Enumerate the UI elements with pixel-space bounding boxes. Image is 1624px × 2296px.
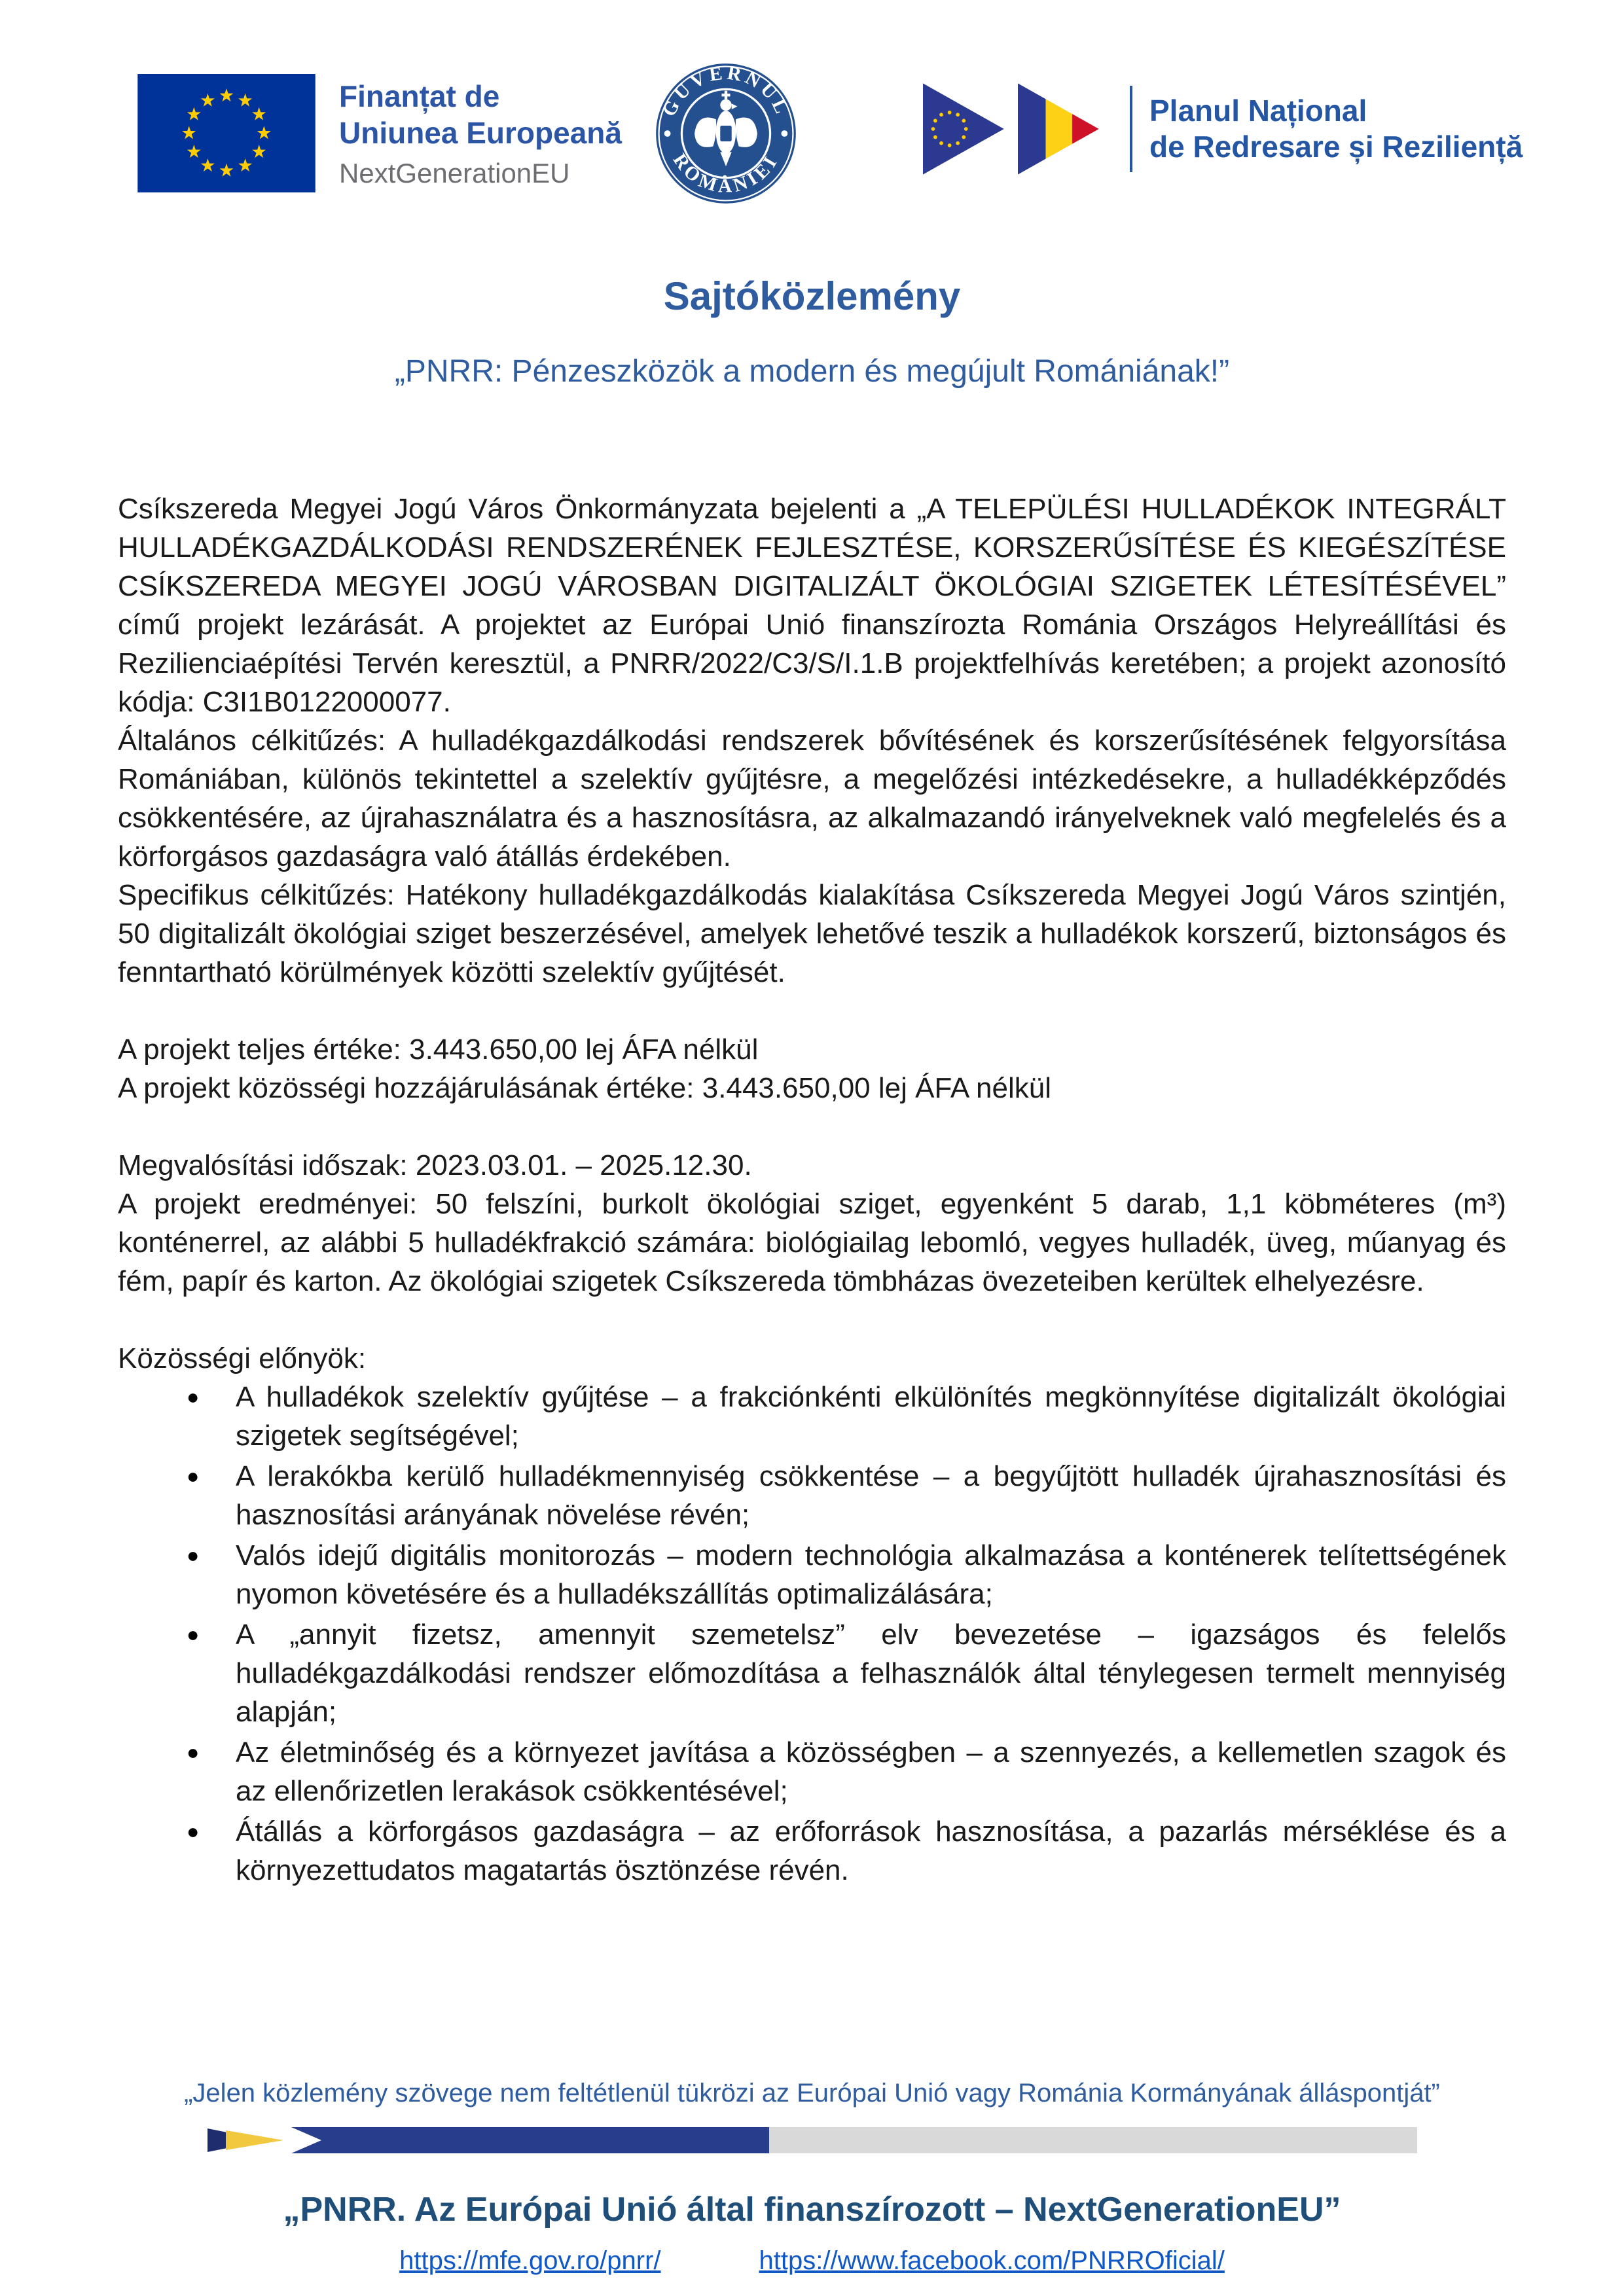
bullet-icon: ● [187,1820,200,1843]
pnrr-logo-text [1149,93,1523,165]
disclaimer-text: „Jelen közlemény szövege nem feltétlenül tükrözi az Európai Unió vagy Románia Kormányának álláspontját” [184,2079,1440,2108]
gov-seal-icon [655,62,797,205]
list-item [118,1615,1506,1731]
pnrr-logo-line2: de Redresare și Reziliență [1149,130,1523,164]
gov-romania-seal [655,62,797,208]
eu-logo-text [339,74,622,190]
benefit-text: A hulladékok szelektív gyűjtése – a frakciónkénti elkülönítés megkönnyítése digitalizált ökológiai szigetek segítségével; [236,1381,1506,1452]
banner-bar-icon [206,2126,1417,2155]
list-item [118,1457,1506,1534]
seal-bottom-text: ROMÂNIEI [668,150,783,197]
implementation-period-line: Megvalósítási időszak: 2023.03.01. – 2025.12.30. [118,1149,752,1181]
bullet-icon: ● [187,1543,200,1567]
benefits-list [118,1378,1506,1890]
bullet-icon: ● [187,1740,200,1764]
pnrr-triangles-icon [923,77,1113,181]
facebook-pnrr-link[interactable]: https://www.facebook.com/PNRROficial/ [759,2246,1225,2275]
benefit-text: Az életminőség és a környezet javítása a közösségben – a szennyezés, a kellemetlen szagok és az ellenőrizetlen lerakások csökkentésével; [236,1736,1506,1807]
pnrr-romania-triangle [1018,83,1099,174]
spacer [118,992,1506,1030]
benefit-text: A lerakókba kerülő hulladékmennyiség csökkentése – a begyűjtött hulladék újrahasznosítási és hasznosítási arányának növelése révén; [236,1460,1506,1531]
eu-logo-line2: Uniunea Europeană [339,116,622,150]
project-community-contribution-line: A projekt közösségi hozzájárulásának értéke: 3.443.650,00 lej ÁFA nélkül [118,1072,1052,1104]
eu-logo-line3: NextGenerationEU [339,158,570,188]
header-logos [118,62,1523,232]
spacer [118,1300,1506,1339]
bullet-icon: ● [187,1464,200,1488]
benefit-text: A „annyit fizetsz, amennyit szemetelsz” elv bevezetése – igazságos és felelős hulladékgazdálkodási rendszer előmozdítása a felhasználók által ténylegesen termelt mennyiség alapján; [236,1619,1506,1728]
benefit-text: Valós idejű digitális monitorozás – modern technológia alkalmazása a konténerek telítettségének nyomon követésére és a hulladékszállítás optimalizálására; [236,1539,1506,1610]
benefits-heading: Közösségi előnyök: [118,1342,367,1374]
pnrr-logo-divider [1130,86,1132,172]
footer-links [0,2246,1624,2276]
list-item [118,1536,1506,1613]
bullet-icon: ● [187,1385,200,1408]
bullet-icon: ● [187,1623,200,1646]
benefit-text: Átállás a körforgásos gazdaságra – az erőforrások hasznosítása, a pazarlás mérséklése és a környezettudatos magatartás ösztönzése révén. [236,1816,1506,1886]
paragraph-general-objective: Általános célkitűzés: A hulladékgazdálkodási rendszerek bővítésének és korszerűsítésének felgyorsítása Romániában, különös tekintettel a szelektív gyűjtésre, a megelőzési intézkedésekre, a hulladékképződés csökkentésére, az újrahasználatra és a hasznosításra, az alkalmazandó irányelveknek való megfelelés és a körforgásos gazdaságra való átállás érdekében. [118,725,1506,872]
mfe-gov-link[interactable]: https://mfe.gov.ro/pnrr/ [399,2246,661,2275]
eu-flag-icon [137,74,316,192]
body-content [118,490,1506,1892]
page-subtitle: „PNRR: Pénzeszközök a modern és megújult Romániának!” [394,354,1230,389]
pnrr-logo [923,77,1523,181]
list-item [118,1812,1506,1890]
spacer [118,1107,1506,1146]
seal-top-text: GUVERNUL [659,62,793,120]
paragraph-specific-objective: Specifikus célkitűzés: Hatékony hulladékgazdálkodás kialakítása Csíkszereda Megyei Jogú Város szintjén, 50 digitalizált ökológiai sziget beszerzésével, amelyek lehetővé teszik a hulladékok korszerű, biztonságos és fenntartható körülmények közötti szelektív gyűjtését. [118,879,1506,988]
project-total-value-line: A projekt teljes értéke: 3.443.650,00 lej ÁFA nélkül [118,1033,759,1066]
eu-funded-logo [137,74,622,192]
list-item [118,1733,1506,1810]
eu-logo-line1: Finanțat de [339,79,500,113]
pnrr-logo-line1: Planul Național [1149,94,1367,128]
paragraph-project-announcement: Csíkszereda Megyei Jogú Város Önkormányzata bejelenti a „A TELEPÜLÉSI HULLADÉKOK INTEGRÁLT HULLADÉKGAZDÁLKODÁSI RENDSZERÉNEK FEJLESZTÉSE, KORSZERŰSÍTÉSE ÉS KIEGÉSZÍTÉSE CSÍKSZEREDA MEGYEI JOGÚ VÁROSBAN DIGITALIZÁLT ÖKOLÓGIAI SZIGETEK LÉTESÍTÉSÉVEL” című projekt lezárását. A projektet az Európai Unió finanszírozta Románia Országos Helyreállítási és Rezilienciaépítési Tervén keresztül, a PNRR/2022/C3/S/I.1.B projektfelhívás keretében; a projekt azonosító kódja: C3I1B0122000077. [118,493,1506,718]
page-title: Sajtóközlemény [663,274,961,318]
paragraph-project-results: A projekt eredményei: 50 felszíni, burkolt ökológiai sziget, egyenként 5 darab, 1,1 köbméteres (m³) konténerrel, az alábbi 5 hulladékfrakció számára: biológiailag lebomló, vegyes hulladék, üveg, műanyag és fém, papír és karton. Az ökológiai szigetek Csíkszereda tömbházas övezeteiben kerültek elhelyezésre. [118,1188,1506,1297]
footer-banner [206,2126,1417,2155]
footer-headline: „PNRR. Az Európai Unió által finanszírozott – NextGenerationEU” [283,2191,1341,2229]
list-item [118,1378,1506,1455]
